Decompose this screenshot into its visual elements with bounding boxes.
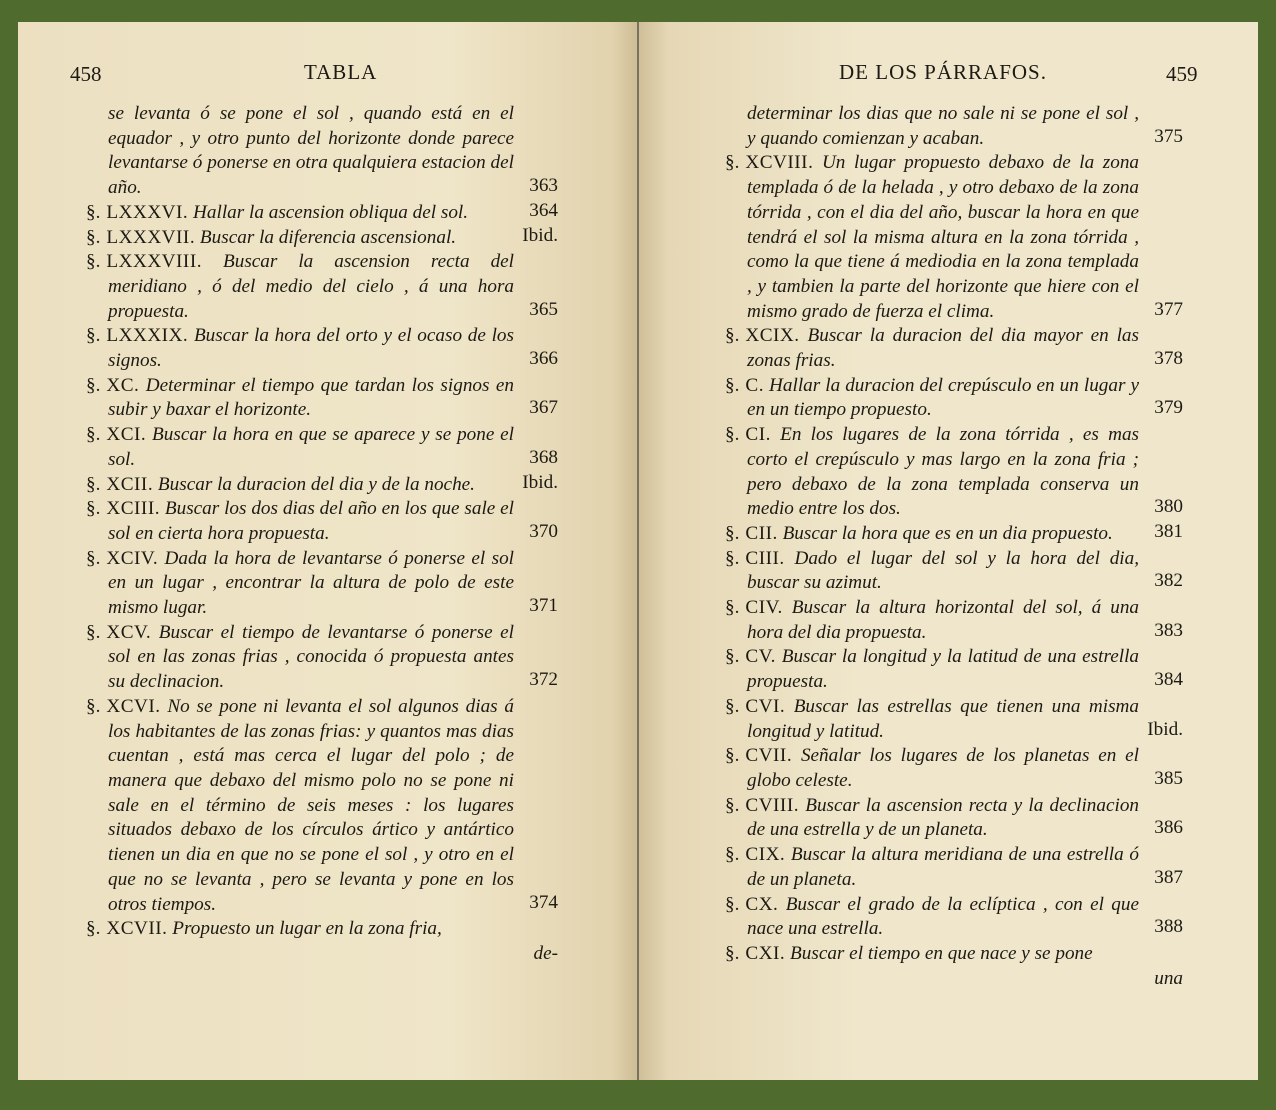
entry-text: Propuesto un lugar en la zona fria, (172, 918, 442, 940)
section-number: LXXXVI. (106, 201, 189, 223)
page-reference: 385 (1154, 767, 1183, 789)
index-entry (725, 695, 1183, 744)
section-sign: §. (725, 794, 740, 816)
entry-text: Buscar la hora que es en un dia propuesto. (782, 522, 1113, 544)
open-book (18, 22, 1258, 1080)
entry-text: No se pone ni levanta el sol algunos dias á los habitantes de las zonas frias: y quantos mas dias cuentan , está mas cerca el lugar del polo ; de manera que debaxo del mismo polo no se pone ni sale en el término de seis meses : los lugares situados debaxo de los círculos ártico y antártico tienen un dia en que no se pone el sol , y otro en el que no se levanta , pero se levanta y pone en los otros tiempos. (108, 695, 514, 915)
index-entry (725, 522, 1183, 547)
page-reference: 381 (1154, 520, 1183, 542)
section-sign: §. (725, 374, 740, 396)
index-entry (725, 843, 1183, 892)
entry-text: Buscar la hora del orto y el ocaso de los signos. (108, 325, 514, 372)
section-sign: §. (725, 893, 740, 915)
section-sign: §. (86, 547, 101, 569)
index-entry (86, 473, 558, 498)
section-sign: §. (86, 621, 101, 643)
section-sign: §. (86, 424, 101, 446)
page-reference: 364 (529, 199, 558, 221)
page-reference: 382 (1154, 570, 1183, 592)
index-entry (725, 547, 1183, 596)
section-number: XCVIII. (745, 152, 814, 174)
entry-text: Hallar la ascension obliqua del sol. (193, 201, 469, 223)
page-reference: Ibid. (1147, 718, 1183, 740)
index-entry (725, 423, 1183, 522)
entry-text: Buscar los dos dias del año en los que sale el sol en cierta hora propuesta. (108, 498, 514, 544)
page-reference: 374 (529, 891, 558, 913)
index-entry (725, 942, 1183, 967)
section-sign: §. (725, 424, 740, 446)
index-entry (725, 374, 1183, 423)
index-entry (86, 621, 558, 695)
section-number: LXXXVIII. (106, 251, 203, 273)
entry-text: Buscar la altura meridiana de una estrella ó de un planeta. (747, 844, 1139, 890)
page-reference: 383 (1154, 619, 1183, 641)
entry-text: Determinar el tiempo que tardan los signos en subir y baxar el horizonte. (108, 374, 515, 421)
section-sign: §. (86, 325, 101, 347)
section-number: CXI. (745, 942, 786, 964)
entry-text: Buscar la ascension recta y la declinacion de una estrella y de un planeta. (747, 794, 1140, 841)
page-number: 459 (1166, 62, 1198, 86)
index-entry (86, 201, 558, 226)
section-number: XCIX. (745, 325, 800, 347)
entry-text: Buscar la duracion del dia y de la noche. (157, 473, 475, 495)
section-sign: §. (725, 325, 740, 347)
section-sign: §. (725, 597, 740, 619)
page-reference: 367 (529, 397, 558, 419)
entry-text: Buscar la duracion del dia mayor en las zonas frias. (747, 325, 1139, 372)
section-number: XCVI. (106, 695, 161, 717)
section-number: XC. (106, 374, 140, 396)
section-number: CVI. (745, 695, 786, 717)
section-number: CI. (745, 424, 771, 446)
section-number: LXXXIX. (106, 325, 189, 347)
section-sign: §. (725, 522, 740, 544)
page-reference: 379 (1154, 397, 1183, 419)
page-reference: 363 (529, 175, 558, 197)
catchword: una (1154, 967, 1183, 989)
section-sign: §. (86, 498, 101, 520)
section-sign: §. (725, 152, 740, 174)
section-sign: §. (725, 844, 740, 866)
index-entry (725, 324, 1183, 373)
page-reference: 368 (529, 446, 558, 468)
running-header: DE LOS PÁRRAFOS. (839, 60, 1047, 84)
catchword: de- (533, 942, 558, 964)
page-reference: 372 (529, 669, 558, 691)
index-entry (86, 423, 558, 472)
entry-text: determinar los dias que no sale ni se pone el sol , y quando comienzan y acaban. (747, 103, 1139, 149)
index-entry (86, 374, 558, 423)
section-sign: §. (725, 646, 740, 668)
section-sign: §. (725, 547, 740, 569)
page-reference: Ibid. (522, 224, 558, 246)
entry-text: Buscar la ascension recta del meridiano , ó del medio del cielo , á una hora propuesta. (108, 251, 515, 322)
section-number: CVIII. (745, 794, 800, 816)
section-sign: §. (86, 918, 101, 940)
section-number: XCI. (106, 424, 147, 446)
entry-text: Buscar el tiempo en que nace y se pone (790, 942, 1093, 964)
section-sign: §. (86, 374, 101, 396)
section-number: XCV. (106, 621, 152, 643)
index-entry (86, 917, 558, 942)
section-sign: §. (725, 745, 740, 767)
page-reference: 375 (1154, 125, 1183, 147)
entry-text: Un lugar propuesto debaxo de la zona templada ó de la helada , y otro debaxo de la zona tórrida , con el dia del año, buscar la hora en que tendrá el sol la misma altura en la zona tórrida , como la que tiene á mediodia en la zona templada , y tambien la parte del horizonte que hiere con el mismo grado de fuerza el clima. (747, 152, 1140, 322)
page-reference: 370 (529, 520, 558, 542)
page-reference: 386 (1154, 817, 1183, 839)
entry-text: Dado el lugar del sol y la hora del dia, buscar su azimut. (747, 547, 1140, 594)
index-entries (86, 102, 558, 967)
entry-text: Hallar la duracion del crepúsculo en un lugar y en un tiempo propuesto. (747, 374, 1140, 421)
section-number: CIII. (745, 547, 785, 569)
page-reference: Ibid. (522, 471, 558, 493)
index-entry (86, 497, 558, 546)
entry-text: Señalar los lugares de los planetas en el globo celeste. (747, 745, 1139, 791)
entry-text: En los lugares de la zona tórrida , es mas corto el crepúsculo y mas largo en la zona fria ; pero debaxo de la zona templada conserva un medio entre los dos. (747, 424, 1140, 520)
continued-entry (86, 102, 558, 201)
section-number: CIV. (745, 597, 783, 619)
section-number: XCIII. (106, 498, 161, 520)
section-number: CVII. (745, 745, 793, 767)
entry-text: se levanta ó se pone el sol , quando está en el equador , y otro punto del horizonte donde parece levantarse ó ponerse en otra qualquiera estacion del año. (108, 103, 514, 199)
section-number: XCVII. (106, 918, 168, 940)
right-page (639, 22, 1258, 1080)
section-number: CII. (745, 522, 778, 544)
page-reference: 365 (529, 298, 558, 320)
page-reference: 371 (529, 595, 558, 617)
section-sign: §. (86, 251, 101, 273)
page-reference: 366 (529, 348, 558, 370)
continued-entry (725, 102, 1183, 151)
section-number: CV. (745, 646, 776, 668)
index-entry (86, 547, 558, 621)
section-number: LXXXVII. (106, 226, 196, 248)
entry-text: Buscar el grado de la eclíptica , con el que nace una estrella. (747, 893, 1140, 940)
section-number: XCII. (106, 473, 154, 495)
section-number: CIX. (745, 844, 786, 866)
index-entry (86, 324, 558, 373)
section-sign: §. (86, 695, 101, 717)
entry-text: Buscar la longitud y la latitud de una estrella propuesta. (747, 646, 1139, 693)
index-entry (86, 250, 558, 324)
left-page (18, 22, 637, 1080)
section-sign: §. (86, 473, 101, 495)
page-reference: 387 (1154, 866, 1183, 888)
index-entry (725, 744, 1183, 793)
entry-text: Buscar la hora en que se aparece y se pone el sol. (108, 424, 515, 470)
index-entry (725, 645, 1183, 694)
page-reference: 377 (1154, 298, 1183, 320)
entry-text: Buscar el tiempo de levantarse ó ponerse el sol en las zonas frias , conocida ó propuesta antes su declinacion. (108, 621, 514, 693)
index-entry (725, 794, 1183, 843)
running-header: TABLA (304, 60, 378, 84)
page-number: 458 (70, 62, 102, 86)
section-sign: §. (86, 201, 101, 223)
index-entry (725, 893, 1183, 942)
section-number: CX. (745, 893, 779, 915)
section-sign: §. (725, 942, 740, 964)
index-entry (725, 596, 1183, 645)
section-sign: §. (86, 226, 101, 248)
entry-text: Dada la hora de levantarse ó ponerse el sol en un lugar , encontrar la altura de polo de este mismo lugar. (108, 547, 514, 619)
section-sign: §. (725, 695, 740, 717)
index-entry (86, 226, 558, 251)
section-number: C. (745, 374, 764, 396)
page-reference: 384 (1154, 669, 1183, 691)
index-entry (725, 151, 1183, 324)
page-reference: 388 (1154, 916, 1183, 938)
entry-text: Buscar las estrellas que tienen una misma longitud y latitud. (747, 695, 1140, 742)
page-reference: 380 (1154, 496, 1183, 518)
index-entry (86, 695, 558, 917)
entry-text: Buscar la diferencia ascensional. (199, 226, 457, 248)
index-entries (725, 102, 1183, 991)
entry-text: Buscar la altura horizontal del sol, á una hora del dia propuesta. (747, 597, 1140, 643)
page-reference: 378 (1154, 348, 1183, 370)
section-number: XCIV. (106, 547, 159, 569)
